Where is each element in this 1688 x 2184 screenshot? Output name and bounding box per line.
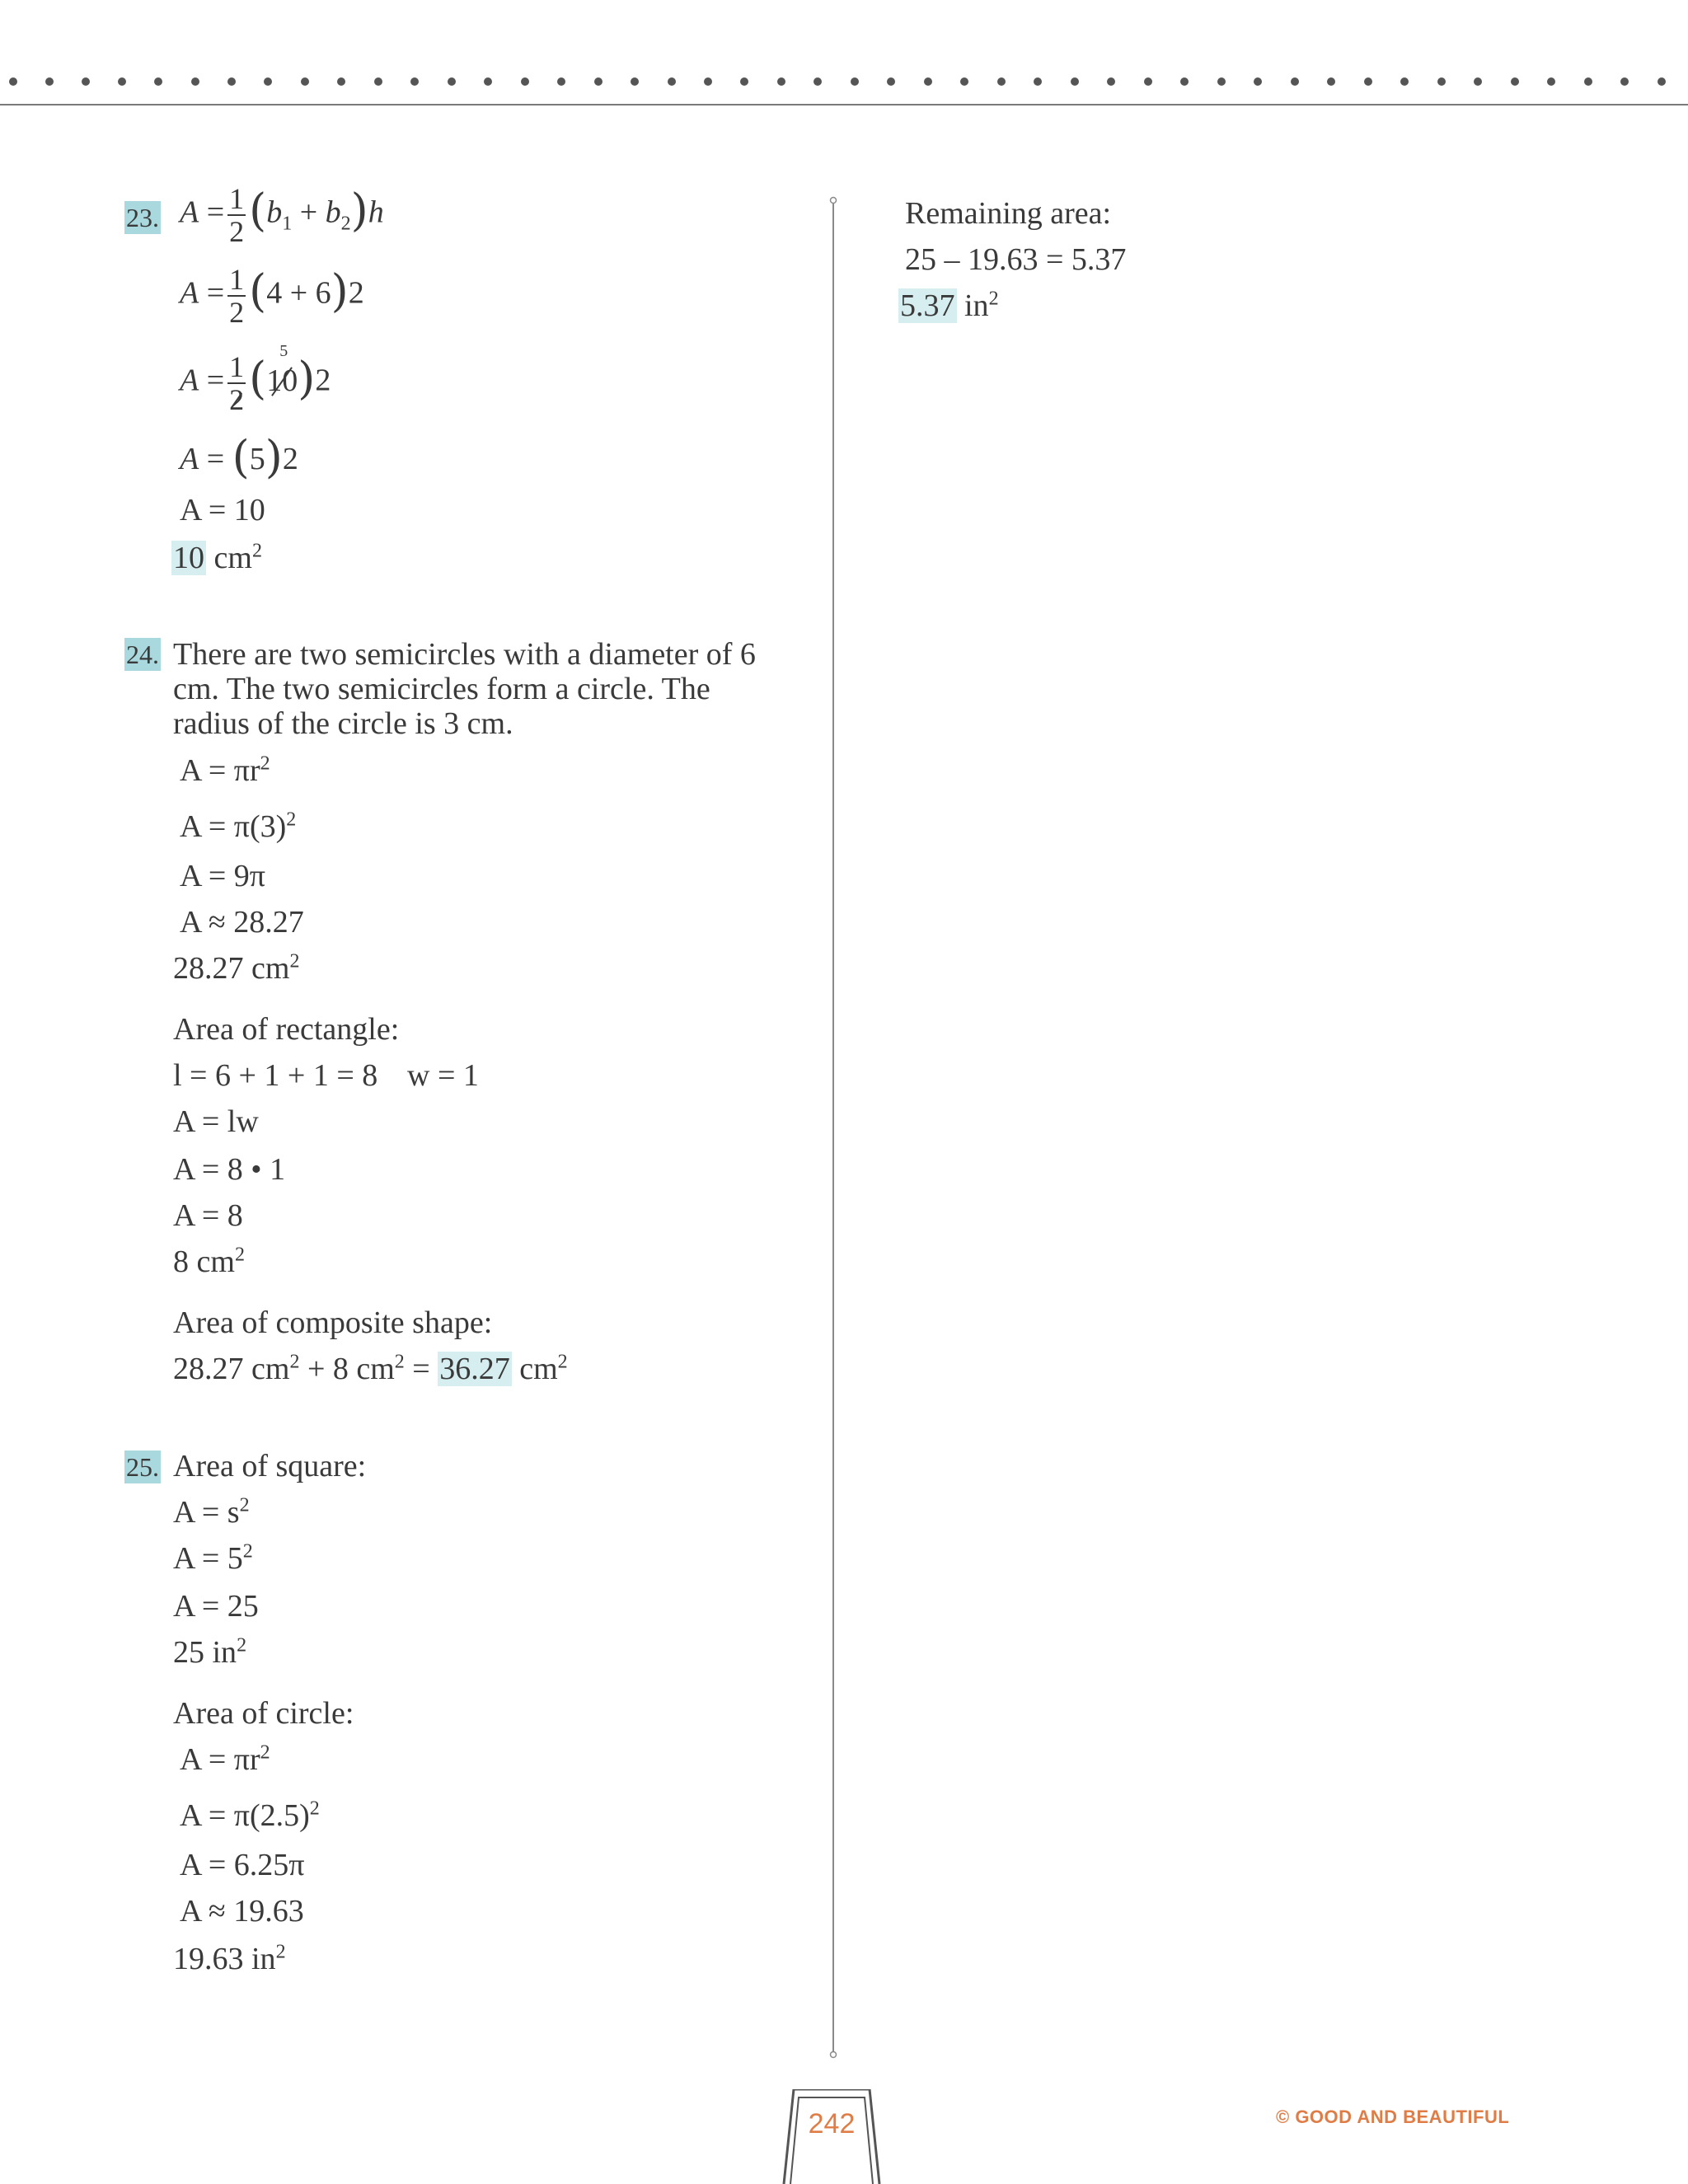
header-dotted-border bbox=[0, 69, 1688, 94]
p25-square-area: 25 $in^2$ bbox=[173, 1634, 247, 1670]
p25-circle-line: A = 6.25π bbox=[180, 1848, 305, 1882]
p25-circle-line: $A = \pi r^2$ bbox=[180, 1741, 270, 1777]
p23-result: A = 10 bbox=[180, 493, 265, 527]
column-divider bbox=[829, 196, 837, 2059]
p24-circle-line: A ≈ 28.27 bbox=[180, 905, 304, 940]
p23-simplified: A = (5)2 bbox=[180, 431, 298, 483]
p25-circle-line: A ≈ 19.63 bbox=[180, 1894, 304, 1929]
page-number: 242 bbox=[808, 2108, 856, 2139]
p25-remaining-calc: 25 – 19.63 = 5.37 bbox=[905, 242, 1127, 277]
p24-circle-line: $A = \pi r^2$ bbox=[180, 752, 270, 788]
p25-answer-value: 5.37 bbox=[900, 288, 955, 323]
p25-square-line: A = 25 bbox=[173, 1589, 259, 1624]
p24-circle-line: $A = \pi(3)^2$ bbox=[180, 808, 297, 844]
p24-circle-area: 28.27 $cm^2$ bbox=[173, 950, 300, 986]
problem-23-number: 23. bbox=[126, 203, 159, 232]
problem-25-number: 25. bbox=[126, 1452, 159, 1482]
header-rule bbox=[0, 104, 1688, 105]
p23-answer-value: 10 bbox=[173, 541, 204, 575]
p25-square-line: $A = 5^2$ bbox=[173, 1540, 253, 1576]
p24-composite-heading: Area of composite shape: bbox=[173, 1305, 493, 1340]
p25-remaining-answer: 5.37 $in^2$ bbox=[900, 288, 999, 323]
p23-crossed-note: 5 bbox=[279, 341, 288, 360]
p25-square-line: $A = s^2$ bbox=[173, 1494, 250, 1530]
p24-rect-line: A = 8 bbox=[173, 1198, 243, 1233]
p23-answer: 10 $cm^2$ bbox=[173, 540, 262, 575]
p24-answer-value: 36.27 bbox=[439, 1352, 510, 1386]
p25-circle-line: $A = \pi(2.5)^2$ bbox=[180, 1797, 320, 1833]
p24-composite-sum: 28.27 $cm^2 + 8$ $cm^2 = 36.27$ $cm^2$ bbox=[173, 1351, 568, 1386]
problem-24-number: 24. bbox=[126, 640, 159, 669]
p23-trapezoid-formula: A = $\frac{1}{2}$ $(b_1 + b_2)h$ bbox=[180, 182, 384, 248]
p25-circle-area: 19.63 $in^2$ bbox=[173, 1941, 286, 1976]
p24-rect-width: w = 1 bbox=[407, 1058, 479, 1093]
p23-substitution: A = $\frac{1}{2}$ (4 + 6)2 bbox=[180, 263, 364, 329]
p24-rect-line: A = 8 • 1 bbox=[173, 1152, 286, 1187]
p24-rectangle-heading: Area of rectangle: bbox=[173, 1012, 400, 1047]
p24-rect-area: 8 $cm^2$ bbox=[173, 1244, 245, 1279]
p24-circle-line: A = 9π bbox=[180, 859, 265, 893]
p24-intro: There are two semicircles with a diameter of 6 cm. The two semicircles form a circle. The radius of the circle is 3 cm. bbox=[173, 637, 756, 741]
p25-square-heading: Area of square: bbox=[173, 1449, 367, 1483]
p25-remaining-heading: Remaining area: bbox=[905, 196, 1112, 231]
copyright-notice: © GOOD AND BEAUTIFUL bbox=[1276, 2107, 1510, 2127]
p24-rect-line: A = lw bbox=[173, 1104, 259, 1139]
p23-cancellation: A = $\frac{1}{2}$ (10 5 )2 bbox=[180, 351, 331, 415]
p24-rect-length: l = 6 + 1 + 1 = 8 bbox=[173, 1058, 378, 1093]
p25-circle-heading: Area of circle: bbox=[173, 1696, 354, 1731]
